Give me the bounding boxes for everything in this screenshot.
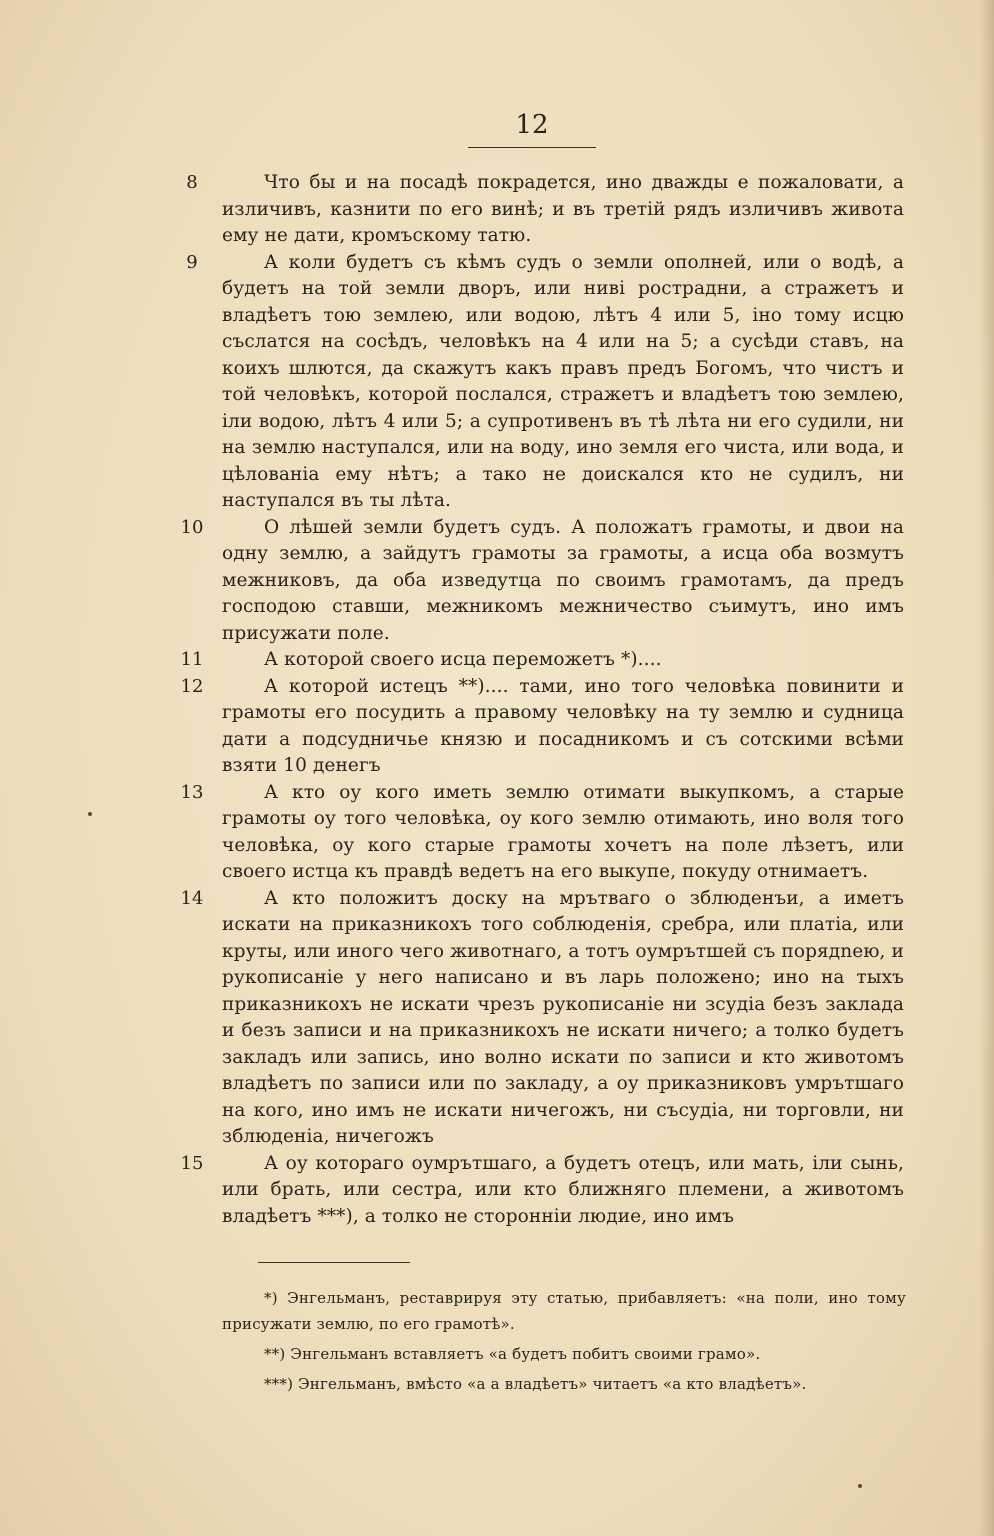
- page-number: 12: [515, 110, 549, 140]
- footnote-1: *) Энгельманъ, реставрируя эту статью, прибавляетъ: «на поли, ино тому присужати землю, по его грамотѣ».: [222, 1289, 906, 1333]
- article-text: А которой своего исца переможетъ *)....: [264, 649, 662, 670]
- article-8: [0, 170, 994, 250]
- article-text: Что бы и на посадѣ покрадется, ино дважды е пожаловати, а изличивъ, казнити по его винѣ; и въ третій рядъ изличивъ живота ему не дати, кромъскому татю.: [222, 172, 904, 246]
- article-number: 9: [186, 251, 198, 273]
- article-number: 11: [180, 649, 204, 670]
- footnote-2: **) Энгельманъ вставляетъ «а будетъ побитъ своими грамо».: [264, 1345, 761, 1363]
- footnote-3: ***) Энгельманъ, вмѣсто «а а владѣетъ» читаетъ «а кто владѣетъ».: [264, 1375, 807, 1393]
- article-12: [0, 674, 994, 780]
- article-10: [0, 515, 994, 648]
- page-number-rule: [468, 147, 596, 148]
- article-13: [0, 780, 994, 886]
- article-9: [0, 250, 994, 515]
- footnotes: [222, 1285, 906, 1401]
- article-number: 15: [180, 1152, 204, 1174]
- article-number: 10: [180, 516, 204, 538]
- article-number: 8: [186, 172, 198, 193]
- article-14: [0, 886, 994, 1151]
- article-text: А которой истецъ **).... тами, ино того человѣка повинити и грамоты его посудить а правому человѣку на ту землю и судница дати а подсудничье князю и посадникомъ и съ сотскими всѣми взяти 10 денегъ: [222, 675, 904, 776]
- paper-speck: [858, 1484, 862, 1488]
- article-number: 13: [180, 781, 204, 803]
- footnote-rule: [258, 1262, 410, 1263]
- article-text: О лѣшей земли будетъ судъ. А положатъ грамоты, и двои на одну землю, а зайдутъ грамоты за грамоты, а исца оба возмутъ межниковъ, да оба изведутца по своимъ грамотамъ, да предъ господою ставши, межникомъ межничество съимутъ, ино имъ присужати поле.: [222, 516, 904, 644]
- article-15: [0, 1151, 994, 1231]
- article-text: А кто положитъ доску на мрътваго о зблюденъи, а иметъ искати на приказникохъ того соблюденія, сребра, или платіа, или круты, или иного чего животнаго, а тотъ оумрътшей съ порядnею, и рукописаніе у него написано и въ ларь положено; ино на тыхъ приказникохъ не искати чрезъ рукописаніе ни зсудіа безъ заклада и безъ записи и на приказникохъ не искати ничего; а толко будетъ закладъ или запись, ино волно искати по записи и кто животомъ владѣетъ по записи или по закладу, а оу приказниковъ умрътшаго на кого, ино имъ не искати ничегожъ, ни съсудіа, ни торговли, ни зблюденіа, ничегожъ: [222, 887, 904, 1147]
- article-number: 14: [180, 887, 204, 909]
- article-11: [0, 647, 994, 674]
- articles: [0, 170, 994, 1230]
- paper-speck: [88, 812, 92, 816]
- article-number: 12: [180, 675, 204, 697]
- article-text: А оу котораго оумрътшаго, а будетъ отецъ, или мать, іли сынь, или брать, или сестра, или кто ближняго племени, а животомъ владѣетъ ***), а толко не стороннiи людие, ино имъ: [222, 1152, 904, 1227]
- article-text: А коли будетъ съ кѣмъ судъ о земли ополней, или о водѣ, а будетъ на той земли дворъ, или нивi рострадни, а стражетъ и владѣетъ тою землею, или водою, лѣтъ 4 или 5, іно тому исцю съслатся на сосѣдъ, человѣкъ на 4 или на 5; а сусѣди ставъ, на коихъ шлются, да скажутъ какъ правъ предъ Богомъ, что чистъ и той человѣкъ, которой послался, стражетъ и владѣетъ тою землею, іли водою, лѣтъ 4 или 5; а супротивенъ въ тѣ лѣта ни его судили, ни на землю наступался, или на воду, ино земля его чиста, или вода, и цѣлованіа ему нѣтъ; а тако не доискался кто не судилъ, ни наступался въ ты лѣта.: [222, 251, 904, 511]
- article-text: А кто оу кого иметь землю отимати выкупкомъ, а старые грамоты оу того человѣка, оу кого землю отимають, ино воля того человѣка, оу кого старые грамоты хочетъ на поле лѣзетъ, или своего истца къ правдѣ ведетъ на его выкупе, покуду отнимаетъ.: [222, 781, 904, 882]
